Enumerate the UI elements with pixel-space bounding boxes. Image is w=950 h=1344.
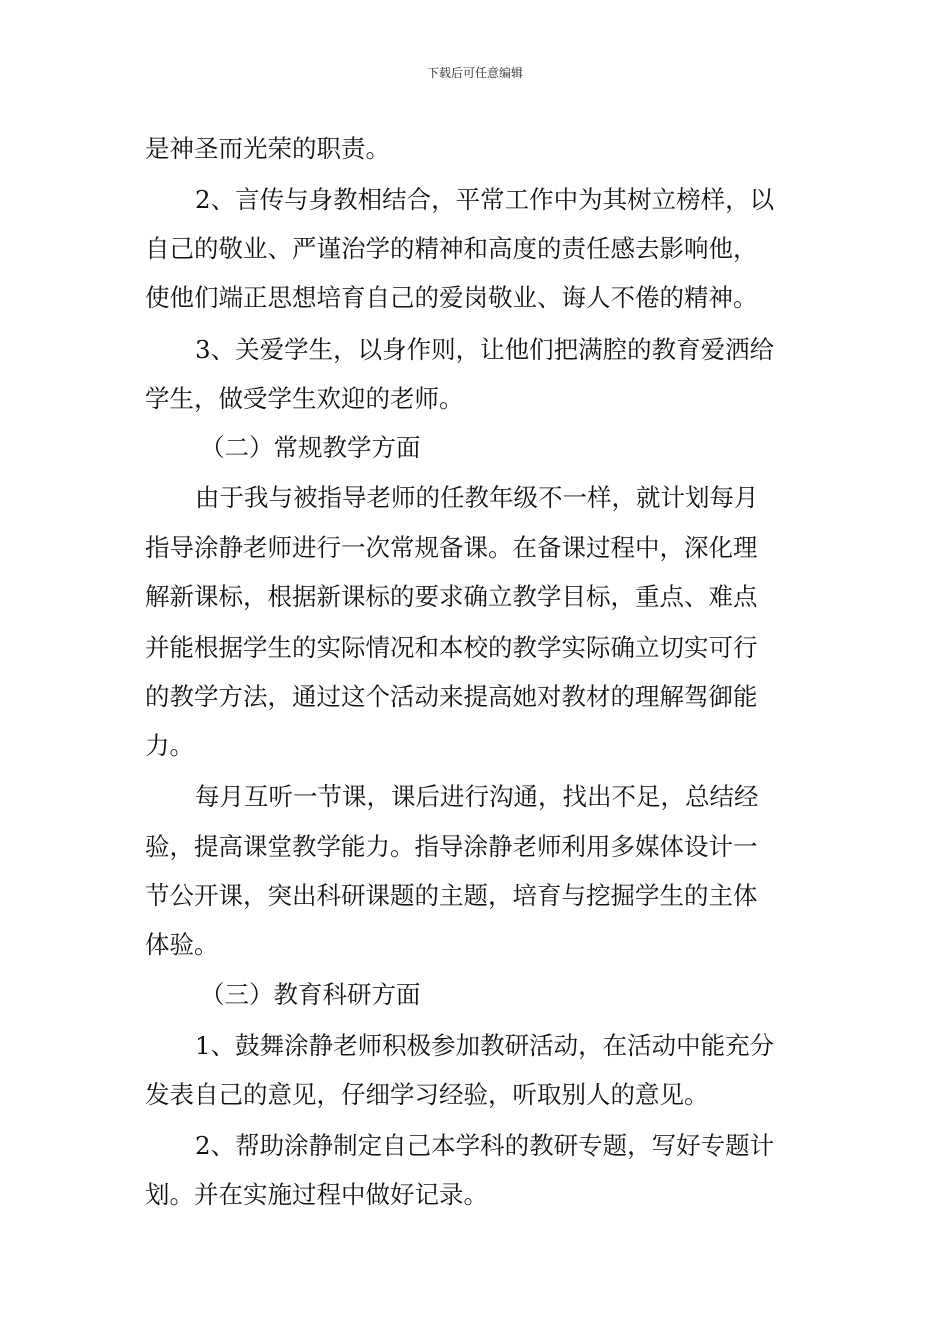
text-line: 1、鼓舞涂静老师积极参加教研活动，在活动中能充分: [195, 1031, 775, 1060]
text-line: 学生，做受学生欢迎的老师。: [145, 384, 464, 413]
text-line: 解新课标，根据新课标的要求确立教学目标，重点、难点: [145, 582, 758, 611]
text-line: 验，提高课堂教学能力。指导涂静老师利用多媒体设计一: [145, 832, 758, 861]
text-line: 3、关爱学生，以身作则，让他们把满腔的教育爱洒给: [195, 335, 775, 364]
text-line: 由于我与被指导老师的任教年级不一样，就计划每月: [195, 483, 759, 512]
text-line: 2、言传与身教相结合，平常工作中为其树立榜样，以: [195, 185, 775, 214]
text-line: 力。: [145, 731, 194, 760]
text-line: 发表自己的意见，仔细学习经验，听取别人的意见。: [145, 1080, 709, 1109]
text-line: 的教学方法，通过这个活动来提高她对教材的理解驾御能: [145, 682, 758, 711]
section-heading: （二）常规教学方面: [200, 433, 421, 462]
text-line: 体验。: [145, 930, 219, 959]
header-note: 下载后可任意编辑: [426, 66, 523, 80]
text-line: 并能根据学生的实际情况和本校的教学实际确立切实可行: [145, 633, 758, 662]
text-line: 每月互听一节课，课后进行沟通，找出不足，总结经: [195, 782, 759, 811]
section-heading: （三）教育科研方面: [200, 980, 421, 1009]
text-line: 2、帮助涂静制定自己本学科的教研专题，写好专题计: [195, 1131, 775, 1160]
text-line: 使他们端正思想培育自己的爱岗敬业、诲人不倦的精神。: [145, 283, 758, 312]
text-line: 节公开课，突出科研课题的主题，培育与挖掘学生的主体: [145, 881, 758, 910]
text-line: 是神圣而光荣的职责。: [145, 134, 390, 163]
text-line: 划。并在实施过程中做好记录。: [145, 1180, 488, 1209]
text-line: 自己的敬业、严谨治学的精神和高度的责任感去影响他，: [145, 234, 758, 263]
text-line: 指导涂静老师进行一次常规备课。在备课过程中，深化理: [145, 533, 758, 562]
